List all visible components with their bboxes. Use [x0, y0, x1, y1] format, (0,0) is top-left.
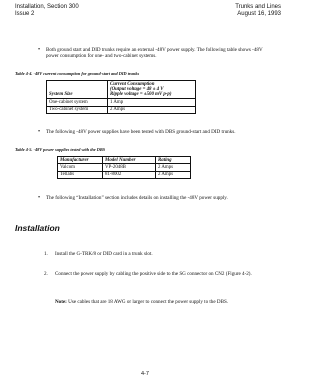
note-paragraph — [55, 299, 260, 305]
cell-manufacturer: Valcom — [58, 164, 103, 171]
cell-rating: 2 Amps — [156, 171, 191, 178]
header-output-voltage: (Output voltage = 48 ± 4 V — [110, 86, 164, 92]
table-row — [58, 164, 191, 171]
section-heading-installation: Installation — [15, 223, 60, 233]
cell-manufacturer: Tellabs — [58, 171, 103, 178]
header-rating: Rating — [156, 157, 191, 164]
issue-label: Issue 2 — [15, 11, 35, 17]
header-consumption-title: Current Consumption — [110, 81, 155, 87]
note-label: Note: — [55, 299, 67, 305]
bullet-marker: • — [38, 47, 41, 53]
header-current-consumption — [108, 81, 196, 99]
power-supplies-table — [57, 156, 191, 179]
cell-rating: 2 Amps — [156, 164, 191, 171]
header-ripple-voltage: Ripple voltage = ±500 mV p-p) — [110, 92, 172, 98]
bullet-paragraph-1: Both ground start and DID trunks require an external -48V power supply. The following table shows -48V power consumption for one- and two-cabinet systems. — [46, 47, 263, 59]
table-row — [47, 106, 196, 113]
cell-system-size: One-cabinet system — [47, 99, 108, 106]
bullet-marker: • — [38, 129, 41, 135]
step-text: Install the G-TRK/8 or DID card in a trunk slot. — [55, 251, 153, 257]
cell-consumption: 1 Amp — [108, 99, 196, 106]
table-header-row — [47, 81, 196, 99]
date-label: August 16, 1993 — [237, 11, 281, 17]
header-model-number: Model Number — [103, 157, 156, 164]
table-row — [58, 171, 191, 178]
step-number: 1. — [44, 251, 48, 257]
header-manufacturer: Manufacturer — [58, 157, 103, 164]
current-consumption-table — [46, 80, 196, 114]
cell-model-number: 81-8002 — [103, 171, 156, 178]
table-row — [47, 99, 196, 106]
running-header-left — [15, 4, 79, 18]
cell-system-size: Two-cabinet system — [47, 106, 108, 113]
bullet-paragraph-2: The following -48V power supplies have been tested with DBS ground-start and DID trunks. — [46, 129, 236, 135]
step-number: 2. — [44, 271, 48, 277]
bullet-paragraph-3: The following “Installation” section includes details on installing the -48V power supply. — [46, 195, 228, 201]
table-caption-4-4: Table 4-4. -48V current consumption for ground-start and DID trunks — [15, 71, 140, 76]
table-header-row — [58, 157, 191, 164]
header-system-size: System Size — [47, 81, 108, 99]
section-title-header: Installation, Section 300 — [15, 4, 79, 10]
page-number: 4-7 — [141, 371, 149, 377]
cell-model-number: VP-2048B — [103, 164, 156, 171]
step-text: Connect the power supply by cabling the positive side to the SG connector on CN2 (Figure 4-2). — [55, 271, 252, 277]
chapter-title-header: Trunks and Lines — [235, 4, 281, 10]
cell-consumption: 2 Amps — [108, 106, 196, 113]
running-header-right — [186, 4, 281, 18]
bullet-marker: • — [38, 195, 41, 201]
table-caption-4-5: Table 4-5. -48V power supplies tested with the DBS — [15, 147, 106, 152]
note-text: Use cables that are 18 AWG or larger to connect the power supply to the DBS. — [66, 299, 229, 305]
